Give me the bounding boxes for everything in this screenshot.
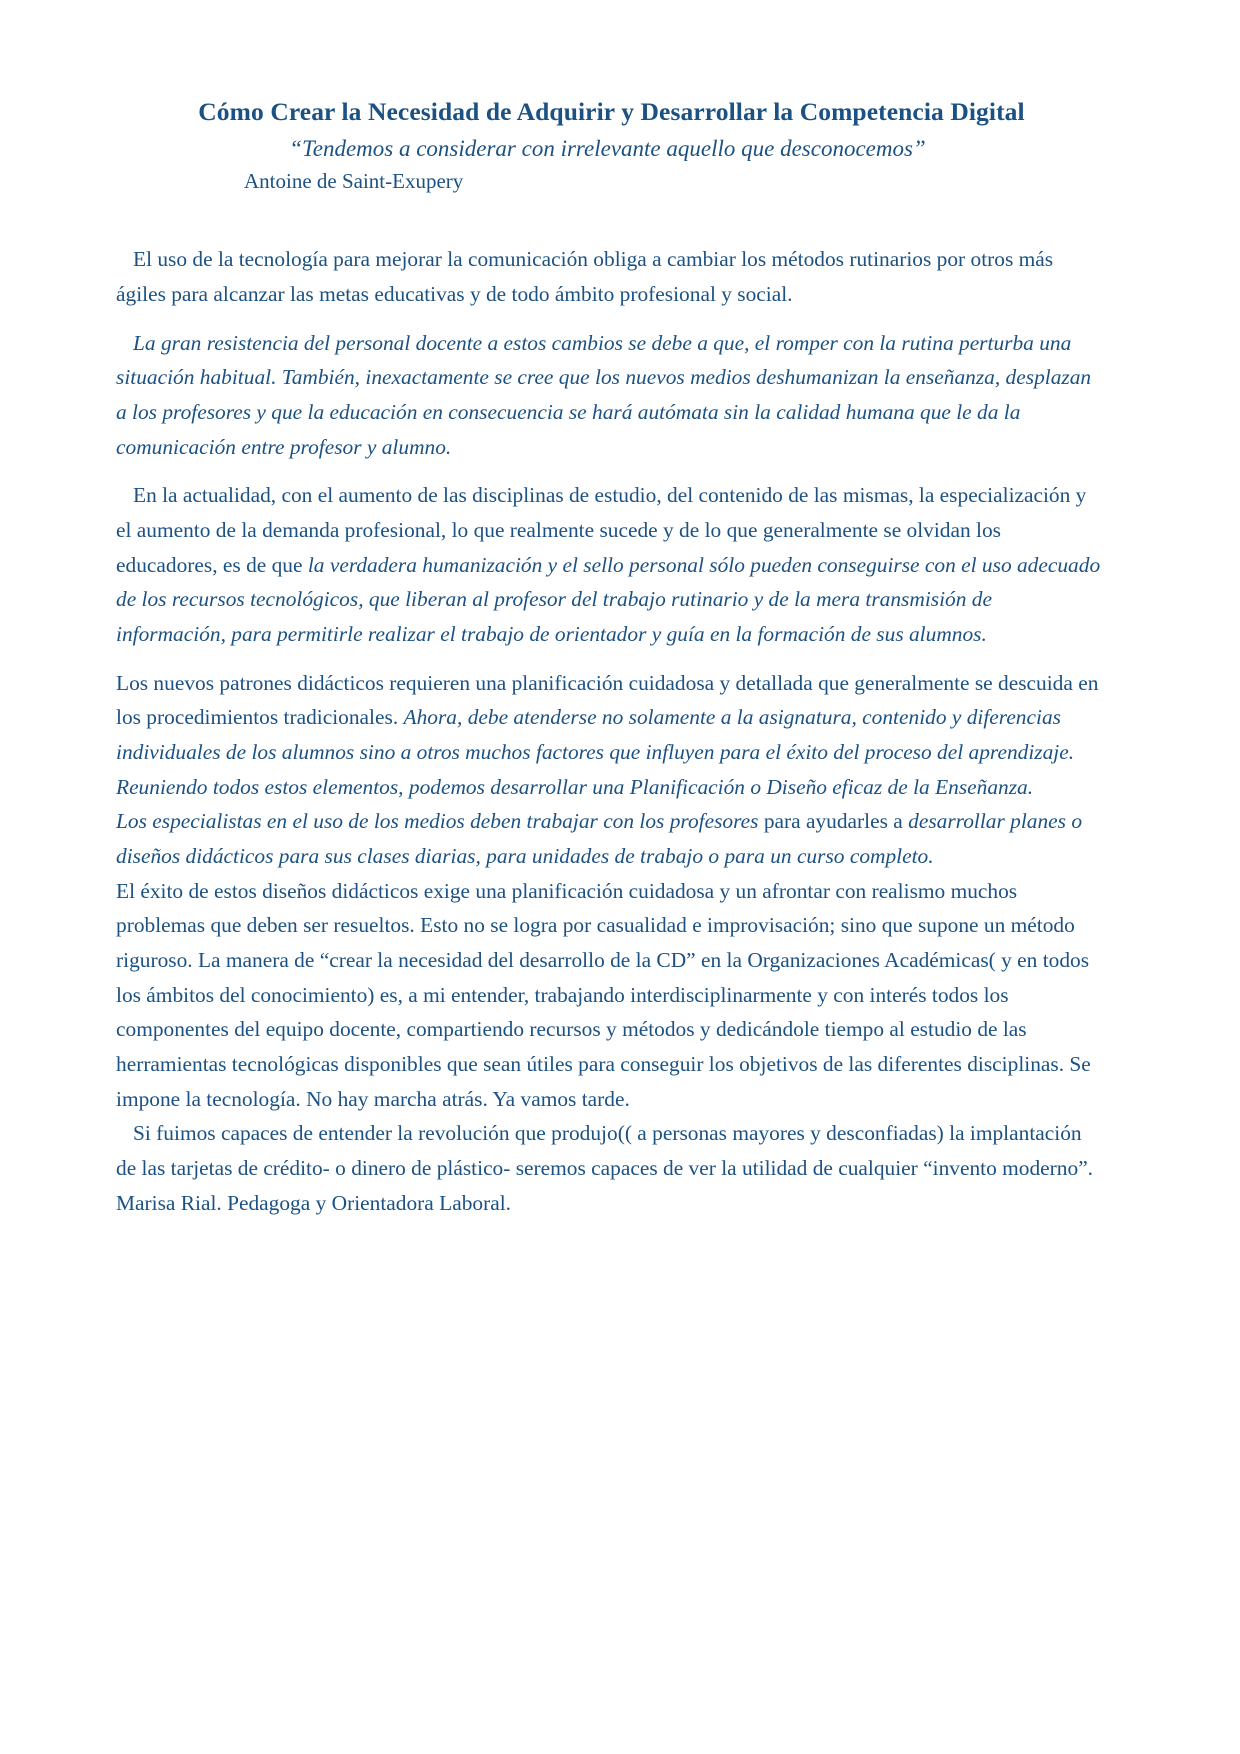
paragraph-7-text: Si fuimos capaces de entender la revolución que produjo(( a personas mayores y desconfiadas) la implantación de las tarjetas de crédito- o dinero de plástico- seremos capaces de ver la utilidad de cualquier “invento moderno”. xyxy=(116,1121,1094,1180)
paragraph-1-text: El uso de la tecnología para mejorar la comunicación obliga a cambiar los métodos rutinarios por otros más ágiles para alcanzar las metas educativas y de todo ámbito profesional y social. xyxy=(116,247,1054,306)
paragraph-2 xyxy=(116,326,1107,465)
paragraph-4-text-italic: Ahora, debe atenderse no solamente a la asignatura, contenido y diferencias individuales de los alumnos sino a otros muchos factores que influyen para el éxito del proceso del aprendizaje. Reuniendo todos estos elementos, podemos desarrollar una Planificación o Diseño eficaz de la Enseñanza. xyxy=(116,705,1075,799)
epigraph-quote: “Tendemos a considerar con irrelevante aquello que desconocemos” xyxy=(289,135,926,161)
paragraph-7 xyxy=(116,1116,1107,1185)
paragraph-8-signature xyxy=(116,1186,1107,1221)
paragraph-5-text-roman: para ayudarles a xyxy=(763,809,909,834)
paragraph-4-text-roman: Los nuevos patrones didácticos requieren una planificación cuidadosa y detallada que generalmente se descuida en los procedimientos tradicionales. xyxy=(116,670,1099,730)
page-title: Cómo Crear la Necesidad de Adquirir y Desarrollar la Competencia Digital xyxy=(198,97,1025,126)
paragraph-6 xyxy=(116,874,1107,1117)
paragraph-2-text-italic: La gran resistencia del personal docente a estos cambios se debe a que, el romper con la rutina perturba una situación habitual. También, inexactamente se cree que los nuevos medios deshumanizan la enseñanza, desplazan a los profesores y que la educación en consecuencia se hará autómata sin la calidad humana que le da la comunicación entre profesor y alumno. xyxy=(116,330,1092,459)
epigraph-author: Antoine de Saint-Exupery xyxy=(244,168,464,193)
author-signature-text: Marisa Rial. Pedagoga y Orientadora Laboral. xyxy=(116,1190,511,1215)
paragraph-4 xyxy=(116,666,1107,805)
paragraph-3-text-italic: la verdadera humanización y el sello personal sólo pueden conseguirse con el uso adecuado de los recursos tecnológicos, que liberan al profesor del trabajo rutinario y de la mera transmisión de información, para permitirle realizar el trabajo de orientador y guía en la formación de sus alumnos. xyxy=(116,552,1101,646)
paragraph-5 xyxy=(116,804,1107,873)
paragraph-6-text: El éxito de estos diseños didácticos exige una planificación cuidadosa y un afrontar con realismo muchos problemas que deben ser resueltos. Esto no se logra por casualidad e improvisación; sino que supone un método riguroso. La manera de “crear la necesidad del desarrollo de la CD” en la Organizaciones Académicas( y en todos los ámbitos del conocimiento) es, a mi entender, trabajando interdisciplinarmente y con interés todos los componentes del equipo docente, compartiendo recursos y métodos y dedicándole tiempo al estudio de las herramientas tecnológicas disponibles que sean útiles para conseguir los objetivos de las diferentes disciplinas. Se impone la tecnología. No hay marcha atrás. Ya vamos tarde. xyxy=(116,878,1091,1111)
paragraph-3-text-roman: En la actualidad, con el aumento de las disciplinas de estudio, del contenido de las mismas, la especialización y el aumento de la demanda profesional, lo que realmente sucede y de lo que generalmente se olvidan los educadores, es de que xyxy=(116,483,1087,577)
paragraph-5-text-italic-lead: Los especialistas en el uso de los medios deben trabajar con los profesores xyxy=(116,809,764,834)
paragraph-1 xyxy=(116,242,1107,311)
paragraph-3 xyxy=(116,478,1107,651)
paragraph-5-text-italic-tail: desarrollar planes o diseños didácticos para sus clases diarias, para unidades de trabajo o para un curso completo. xyxy=(116,809,1083,868)
